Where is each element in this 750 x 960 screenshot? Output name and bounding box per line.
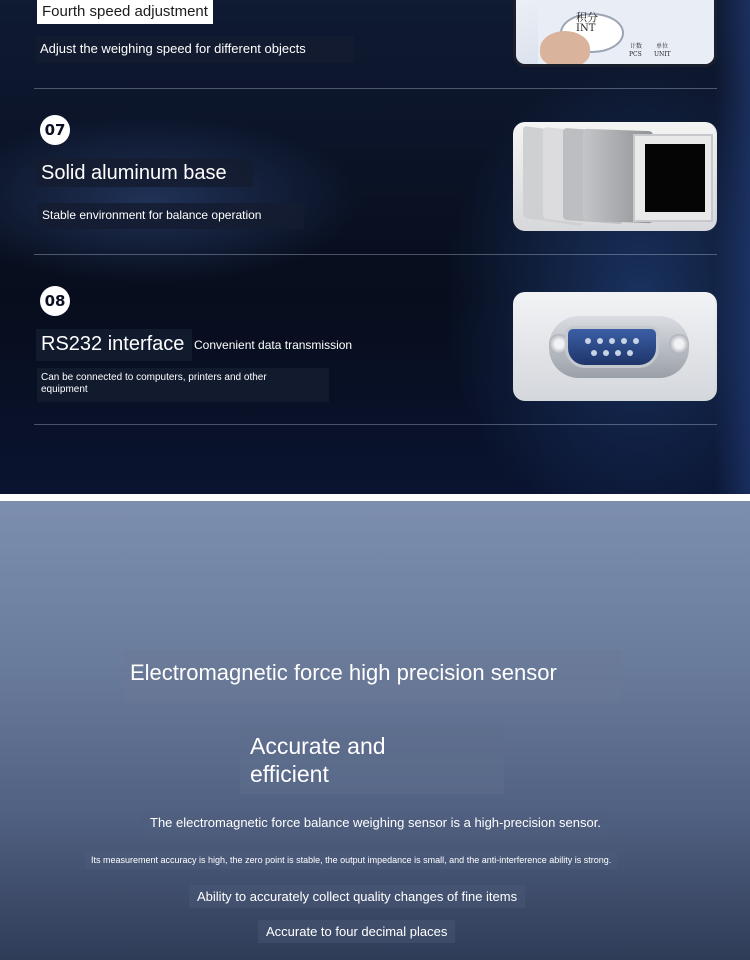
serial-port-image — [513, 292, 717, 401]
keypad-image — [513, 0, 717, 67]
feature-subtitle-rs232: Can be connected to computers, printers and other equipment — [37, 368, 329, 402]
port-pin — [627, 350, 633, 356]
port-pin — [603, 350, 609, 356]
sensor-line-4: Accurate to four decimal places — [258, 920, 455, 943]
key-label-int: INT — [576, 23, 596, 34]
key-label-unit: UNIT — [654, 51, 671, 58]
screw-icon — [669, 334, 689, 354]
key-label-pcs: PCS — [629, 51, 642, 58]
divider — [34, 424, 717, 425]
port-pin — [621, 338, 627, 344]
sensor-section — [0, 501, 750, 960]
key-label-int-cn: 积分 — [576, 11, 598, 24]
port-pin — [585, 338, 591, 344]
divider — [34, 254, 717, 255]
port-pin — [597, 338, 603, 344]
key-label-pcs-cn: 计数 — [630, 43, 643, 50]
port-pin — [591, 350, 597, 356]
port-pin — [633, 338, 639, 344]
sensor-title: Electromagnetic force high precision sensor — [124, 650, 621, 702]
divider — [34, 88, 717, 89]
feature-title-speed: Fourth speed adjustment — [37, 0, 213, 24]
key-label-unit-cn: 单位 — [656, 43, 669, 50]
finger-icon — [540, 31, 590, 67]
aluminum-base-image — [513, 122, 717, 231]
feature-number-badge: 07 — [40, 115, 70, 145]
feature-subtitle-base: Stable environment for balance operation — [38, 203, 304, 229]
feature-subtitle-speed: Adjust the weighing speed for different objects — [36, 36, 354, 63]
db9-port — [565, 326, 659, 368]
port-pin — [615, 350, 621, 356]
base-window — [645, 144, 705, 212]
feature-tagline-rs232: Convenient data transmission — [194, 338, 353, 352]
sensor-line-1: The electromagnetic force balance weighing sensor is a high-precision sensor. — [142, 811, 609, 834]
section-separator — [0, 494, 750, 501]
port-pin — [609, 338, 615, 344]
feature-title-base: Solid aluminum base — [36, 158, 253, 187]
sensor-line-3: Ability to accurately collect quality changes of fine items — [189, 885, 525, 908]
feature-number-badge: 08 — [40, 286, 70, 316]
sensor-headline: Accurate and efficient — [240, 727, 504, 794]
sensor-line-2: Its measurement accuracy is high, the zero point is stable, the output impedance is small, and the anti-interference ability is strong. — [85, 851, 617, 869]
feature-title-rs232: RS232 interface — [36, 329, 192, 361]
